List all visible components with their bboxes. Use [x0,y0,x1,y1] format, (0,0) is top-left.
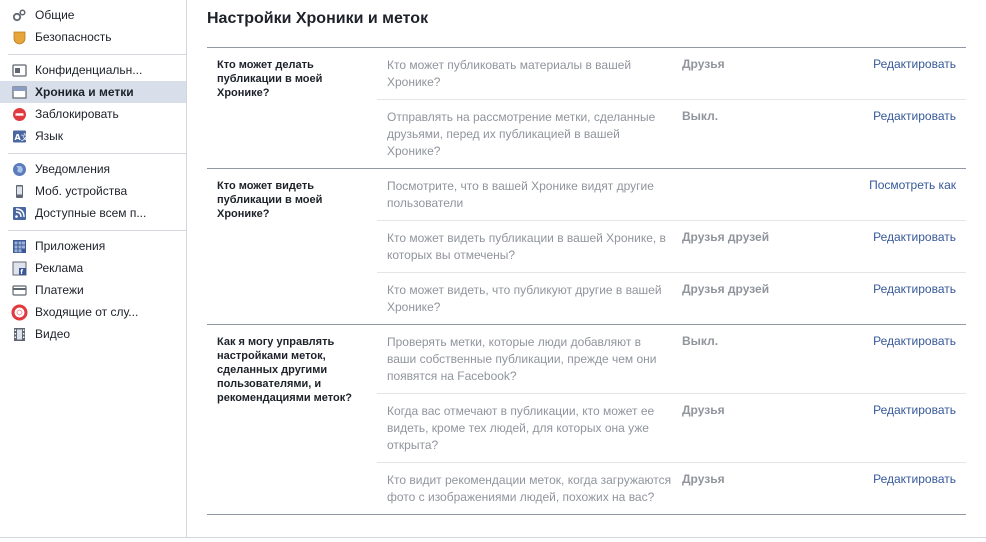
sidebar-item-label: Моб. устройства [35,184,128,198]
svg-text:f: f [20,267,24,276]
setting-description: Кто может видеть публикации в вашей Хронике, в которых вы отмечены? [387,231,666,262]
sidebar-item-apps[interactable] [0,235,186,257]
svg-text:A文: A文 [14,132,29,142]
view-as-link[interactable]: Посмотреть как [869,178,956,192]
nav-group-notifications [0,154,186,230]
sidebar-item-security[interactable] [0,26,186,48]
nav-group-general [0,0,186,54]
setting-value: Друзья [682,403,725,417]
setting-value: Друзья [682,57,725,71]
sidebar-item-label: Входящие от слу... [35,305,139,319]
sidebar-item-videos[interactable] [0,323,186,345]
section-rows [377,169,966,324]
setting-description: Кто может видеть, что публикуют другие в вашей Хронике? [387,283,662,314]
setting-description: Кто видит рекомендации меток, когда загружаются фото с изображениями людей, похожих на вас? [387,473,672,504]
sidebar-item-notifications[interactable] [0,158,186,180]
setting-row [377,273,966,324]
section-title: Кто может делать публикации в моей Хронике? [217,59,323,99]
setting-value: Друзья друзей [682,282,770,296]
edit-link[interactable]: Редактировать [873,57,956,71]
globe-icon [12,162,27,177]
setting-value: Друзья [682,472,725,486]
setting-row [377,463,966,514]
sidebar-item-language[interactable] [0,125,186,147]
edit-link[interactable]: Редактировать [873,282,956,296]
nav-group-privacy [0,55,186,153]
setting-row [377,325,966,394]
sidebar-item-label: Общие [35,8,75,22]
section-title: Кто может видеть публикации в моей Хронике? [217,180,323,220]
nav-group-apps [0,231,186,351]
settings-section-who-can-see [207,169,966,325]
setting-description: Отправлять на рассмотрение метки, сделанные друзьями, перед их публикацией в вашей Хронике? [387,110,656,158]
setting-value: Выкл. [682,109,719,123]
settings-section-tagging [207,325,966,515]
settings-sidebar [0,0,187,537]
setting-row [377,169,966,221]
sidebar-item-label: Платежи [35,283,84,297]
sidebar-item-label: Язык [35,129,64,143]
payments-icon [12,283,27,298]
sidebar-item-privacy[interactable] [0,59,186,81]
block-icon [12,107,27,122]
sidebar-item-label: Приложения [35,239,106,253]
page-title: Настройки Хроники и меток [207,10,429,27]
ads-icon [12,261,27,276]
sidebar-item-mobile[interactable] [0,180,186,202]
section-rows [377,325,966,514]
settings-main [207,0,966,515]
apps-icon [12,239,27,254]
sidebar-item-general[interactable] [0,4,186,26]
lock-icon [12,63,27,78]
setting-value: Друзья друзей [682,230,770,244]
sidebar-item-label: Конфиденциальн... [35,63,143,77]
setting-value: Выкл. [682,334,719,348]
shield-icon [12,30,27,45]
setting-description: Проверять метки, которые люди добавляют в ваши собственные публикации, прежде чем они появятся на Facebook? [387,335,657,383]
page-bottom-divider [0,537,986,538]
setting-description: Посмотрите, что в вашей Хронике видят другие пользователи [387,179,654,210]
sidebar-item-public-posts[interactable] [0,202,186,224]
sidebar-item-label: Видео [35,327,71,341]
sidebar-item-payments[interactable] [0,279,186,301]
edit-link[interactable]: Редактировать [873,109,956,123]
sidebar-item-label: Уведомления [35,162,111,176]
setting-row [377,100,966,168]
setting-description: Когда вас отмечают в публикации, кто может ее видеть, кроме тех людей, для которых она уже открыта? [387,404,655,452]
sidebar-item-support-inbox[interactable] [0,301,186,323]
rss-icon [12,206,27,221]
sidebar-item-timeline-and-tagging[interactable] [0,81,186,103]
edit-link[interactable]: Редактировать [873,334,956,348]
sidebar-item-label: Заблокировать [35,107,119,121]
sidebar-item-label: Доступные всем п... [35,206,147,220]
sidebar-item-ads[interactable] [0,257,186,279]
sidebar-item-label: Реклама [35,261,84,275]
settings-section-who-can-post [207,48,966,169]
edit-link[interactable]: Редактировать [873,230,956,244]
timeline-icon [12,85,27,100]
setting-description: Кто может публиковать материалы в вашей Хронике? [387,58,632,89]
edit-link[interactable]: Редактировать [873,472,956,486]
language-icon [12,129,27,144]
edit-link[interactable]: Редактировать [873,403,956,417]
video-icon [12,327,27,342]
support-icon [12,305,27,320]
sidebar-item-blocking[interactable] [0,103,186,125]
gears-icon [12,8,27,23]
section-title: Как я могу управлять настройками меток, сделанных другими пользователями, и рекомендациями меток? [217,336,352,404]
setting-value [672,169,802,220]
setting-row [377,394,966,463]
sidebar-item-label: Безопасность [35,30,112,44]
setting-row [377,221,966,273]
page-header [207,0,966,48]
mobile-icon [12,184,27,199]
sidebar-item-label: Хроника и метки [35,85,134,99]
setting-row [377,48,966,100]
section-rows [377,48,966,168]
